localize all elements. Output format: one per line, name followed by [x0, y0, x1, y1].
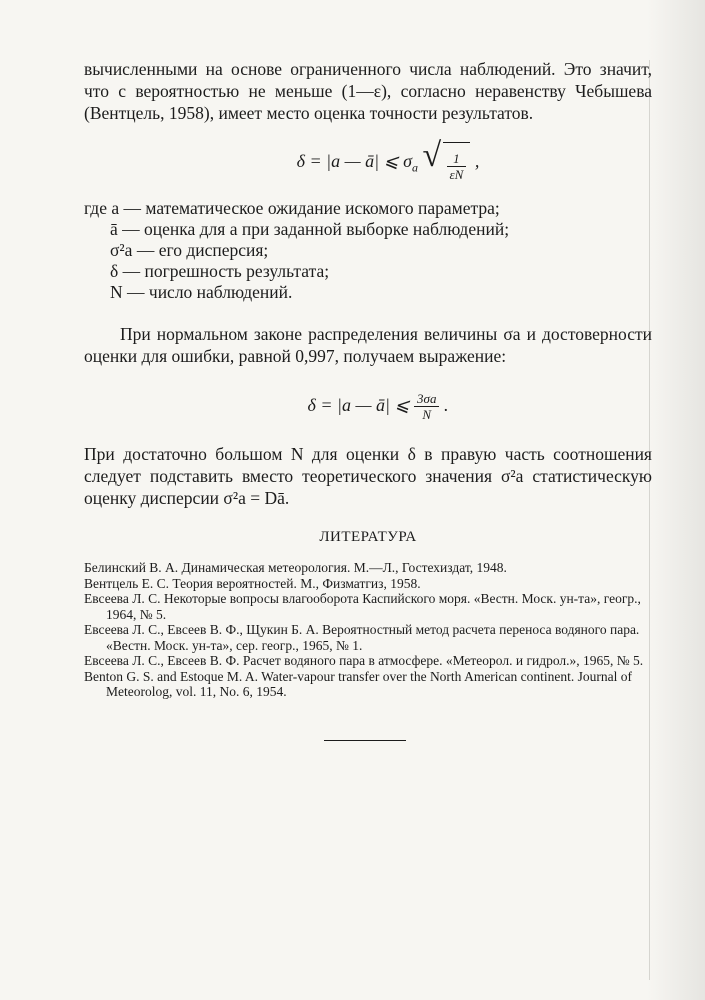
reference-item: Белинский В. А. Динамическая метеорология. М.—Л., Гостехиздат, 1948.: [84, 560, 507, 575]
definition-item: N — число наблюдений.: [110, 282, 293, 302]
fraction-one-over-eps-n: [447, 151, 467, 182]
fraction-denominator: εN: [449, 166, 464, 182]
fraction-three-sigma-over-n: [414, 391, 439, 422]
fraction-numerator: 1: [447, 151, 467, 167]
definition-item: ā — оценка для a при заданной выборке наблюдений;: [110, 219, 510, 239]
definitions-list: [84, 198, 652, 303]
sqrt-expression: [422, 137, 471, 183]
formula-normal-lhs: δ = |a — ā| ⩽: [307, 395, 410, 415]
reference-item: Евсеева Л. С., Евсеев В. Ф., Щукин Б. А. Вероятностный метод расчета переноса водяного пара. «Вестн. Моск. ун-та», сер. геогр., 1965, № 1.: [84, 622, 640, 653]
formula-chebyshev-lhs: δ = |a — ā| ⩽ σ: [296, 151, 413, 171]
definition-item: δ — погрешность результата;: [110, 261, 330, 281]
references-list: [84, 560, 652, 700]
paragraph-intro: вычисленными на основе ограниченного числа наблюдений. Это значит, что с вероятностью не меньше (1—ε), согласно неравенству Чебышева (Вентцель, 1958), имеет место оценка точности результатов.: [84, 59, 652, 123]
paragraph-large-n: При достаточно большом N для оценки δ в правую часть соотношения следует подставить вместо теоретического значения σ²a статистическую оценку дисперсии σ²a = Dā.: [84, 444, 652, 508]
formula-chebyshev: [84, 137, 652, 182]
reference-item: Benton G. S. and Estoque M. A. Water-vapour transfer over the North American continent. Journal of Meteorolog, vol. 11, No. 6, 1954.: [84, 668, 633, 699]
formula-chebyshev-sub: a: [412, 160, 419, 175]
reference-item: Евсеева Л. С., Евсеев В. Ф. Расчет водяного пара в атмосфере. «Метеорол. и гидрол.», 1965, № 5.: [84, 653, 644, 668]
end-rule-divider: [324, 740, 406, 741]
literature-heading: ЛИТЕРАТУРА: [319, 529, 417, 545]
fraction-denominator: N: [422, 407, 432, 423]
formula-normal: [84, 385, 652, 425]
reference-item: Вентцель Е. С. Теория вероятностей. М., Физматгиз, 1958.: [84, 575, 421, 591]
page-right-edge: [647, 0, 705, 1000]
reference-item: Евсеева Л. С. Некоторые вопросы влагооборота Каспийского моря. «Вестн. Моск. ун-та», геогр., 1964, № 5.: [84, 591, 641, 622]
sqrt-sign-icon: √: [422, 137, 442, 175]
sqrt-body: [443, 142, 471, 183]
page-content: [84, 58, 652, 741]
paragraph-normal-law: При нормальном законе распределения величины σa и достоверности оценки для ошибки, равной 0,997, получаем выражение:: [84, 324, 652, 366]
formula-normal-tail: .: [443, 395, 449, 415]
fraction-numerator: 3σa: [414, 391, 439, 407]
formula-chebyshev-tail: ,: [474, 151, 480, 171]
definition-item: где a — математическое ожидание искомого параметра;: [84, 198, 500, 218]
definition-item: σ²a — его дисперсия;: [110, 240, 269, 260]
